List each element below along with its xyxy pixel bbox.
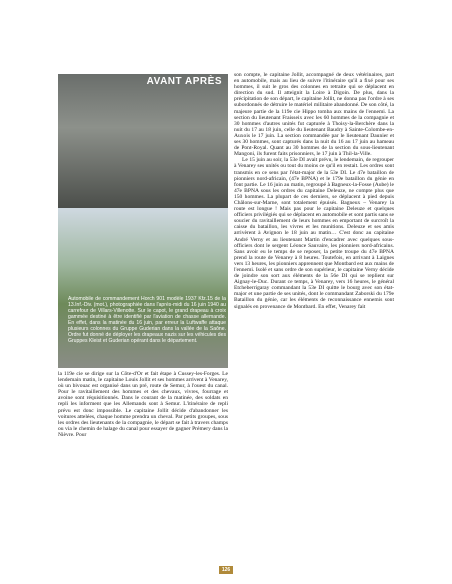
page-number: 126 [219, 566, 233, 574]
photo-before [58, 74, 228, 208]
right-column-text [234, 72, 394, 560]
paragraph: son compte, le capitaine Jollit, accompagné de deux vétérinaires, part en automobile, mais au lieu de suivre l'itinéraire qu'il a fixé pour ses hommes, il suit le gros des colonnes en retraite qui se déplacent en direction du sud. Il atteignit la Loire à Digoin. De plus, dans la précipitation de son départ, le capitaine Jollit, ne donna pas l'ordre à ses subordonnés de détruire le matériel militaire abandonné. De son côté, la majeure partie de la 119e cie Hippo tomba aux mains de l'ennemi. La section du lieutenant Fraisseix avec les 60 hommes de la compagnie et 30 hommes d'autres unités fut capturée à Thoisy-la-Berchère dans la nuit du 17 au 18 juin, celle du lieutenant Baudry à Sainte-Colombe-en-Auxois le 17 juin. La section commandée par le lieutenant Daunier et ses 30 hommes, sont capturés dans la nuit du 16 au 17 juin au hameau de Pont-Royal. Quant au 30 hommes de la section du sous-lieutenant Mangoni, ils furent faits prisonniers, le 17 juin à Thil-la-Ville. [234, 72, 394, 158]
paragraph: Le 15 juin au soir, la 53e DI avait prévu, le lendemain, de regrouper à Venarey ses unités ou tout du moins ce qu'il en restait. Les ordres sont transmis en ce sens par l'état-major de la 53e DI. Le 47e bataillon de pionniers nord-africain, (47e BPNA) et le 179e bataillon du génie en font partie. Le 16 juin au matin, regroupé à Bagneux-la-Fosse (Aube) le 47e BPNA sous les ordres du capitaine Deleuze, ne compte plus que 150 hommes. La plupart de ces derniers, se déplacent à pied depuis Châlons-sur-Marne, sont totalement épuisés. Bagneux – Venarey la route est longue ! Mais pas pour le capitaine Deleuze et quelques officiers privilégiés qui se déplacent en automobile et sont partis sans se soucier du ravitaillement de leurs hommes en emportant de surcroît la caisse du bataillon, les vivres et les munitions. Deleuze et ses amis arrivèrent à Avignon le 18 juin au matin… C'est donc au capitaine André Verny et au lieutenant Martin d'encadrer avec quelques sous-officiers dont le sergent Léonce Sauvaire, les pionniers nord-africains. Sans avoir eu le temps de se reposer, la petite troupe du 47e BPNA prend la route de Venarey à 8 heures. Toutefois, en arrivant à Laignes vers 13 heures, les pionniers apprennent que Montbard est aux mains de l'ennemi. Isolé et sans ordre de son supérieur, le capitaine Verny décide de joindre son sort aux éléments de la 56e DI qui se replient sur Aignay-le-Duc. Durant ce temps, à Venarey, vers 16 heures, le général Etcheberrigaray commandant la 53e DI quitte le bourg avec son état-major et une partie de ses unités, dont le commandant Zaborski du 179e Bataillon du génie, car les éléments de reconnaissance ennemis sont signalés en provenance de Montbard. En effet, Venarey fait [234, 157, 394, 310]
avant-apres-label: AVANT APRÈS [146, 76, 222, 87]
photo-caption [68, 296, 226, 366]
photo-caption-text: Automobile de commandement Horch 901 modèle 1937 Kfz.15 de la 13.Inf.-Div. (mot.), photographiée dans l'après-midi du 16 juin 1940 au carrefour de Villars-Villenotte. Sur le capot, le grand drapeau à croix gammée destiné à être identifié par l'aviation de chasse allemande. En effet, dans la matinée du 16 juin, par erreur la Luftwaffe attaque plusieurs colonnes du Gruppe Guderian dans la vallée de la Saône. Ordre fut donné de déployer les drapeaux nazis sur les véhicules des Gruppes Kleist et Guderian opérant dans le département. [68, 296, 226, 345]
left-column-text [58, 371, 228, 559]
paragraph: la 119e cie se dirige sur la Côte-d'Or et fait étape à Cussey-les-Forges. Le lendemain matin, le capitaine Louis Jollit et ses hommes arrivent à Venarey, où un bivouac est organisé dans un pré, route de Semur, à l'ouest du canal. Pour le ravitaillement des hommes et des chevaux, vivres, fourrage et avoine sont réquisitionnés. Dans le courant de la matinée, des soldats en repli les informent que les Allemands sont à Semur. L'itinéraire de repli prévu est donc impossible. Le capitaine Jollit décide d'abandonner les voitures attelées, chaque homme prendra un cheval. Par petits groupes, sous les ordres des lieutenants de la compagnie, le départ se fait à travers champs ou via le chemin de halage du canal pour essayer de gagner Prémery dans la Nièvre. Pour [58, 371, 228, 438]
